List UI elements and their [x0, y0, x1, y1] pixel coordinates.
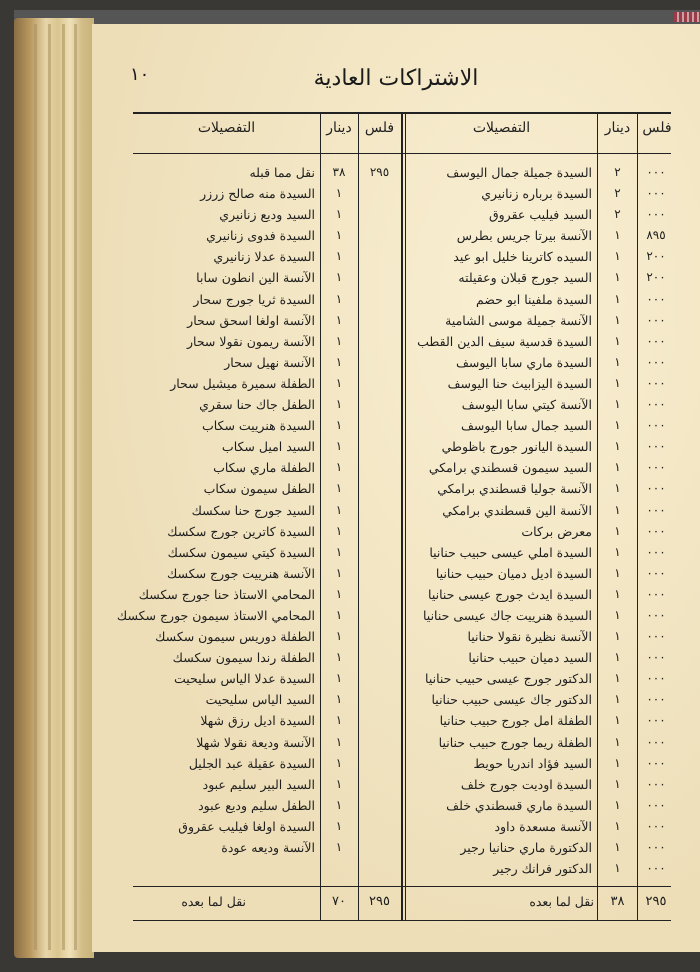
subscriber-name: السيد جمال سابا اليوسف — [460, 418, 592, 434]
subscriber-name: السيدة منه صالح زرزر — [200, 186, 315, 202]
subscriber-name: السيدة هنرييت جاك عيسى حنانيا — [422, 607, 592, 623]
dinar-amount: ١ — [335, 586, 343, 601]
subscriber-name: الآنسة نظيرة نقولا حنانيا — [467, 629, 592, 645]
subscriber-name: السيدة اولغا فيليب عقروق — [178, 818, 315, 834]
table-row — [133, 395, 401, 416]
dinar-amount: ١ — [614, 354, 621, 369]
table-row — [406, 290, 674, 311]
table-row — [406, 543, 674, 564]
table-row — [406, 163, 674, 184]
table-row — [406, 859, 674, 880]
table-row — [406, 669, 674, 690]
fils-amount: ٢٠٠ — [646, 270, 666, 285]
subscriber-name: السيدة كاترين جورج سكسك — [167, 523, 315, 539]
table-bottom-rule — [133, 920, 671, 921]
subscriber-name: المحامي الاستاذ سيمون جورج سكسك — [116, 607, 315, 623]
table-row — [406, 501, 674, 522]
fils-amount: ٠٠٠ — [646, 291, 666, 306]
dinar-amount: ١ — [614, 439, 621, 454]
fils-amount: ٠٠٠ — [646, 375, 666, 390]
table-row — [133, 796, 401, 817]
subscriber-name: السيد فؤاد اندريا حويط — [473, 755, 592, 771]
table-row — [406, 838, 674, 859]
dinar-amount: ١ — [335, 713, 343, 728]
subscriber-name: الطفل جاك حنا سقري — [199, 397, 315, 413]
table-row — [406, 733, 674, 754]
table-row — [133, 522, 401, 543]
table-row — [133, 690, 401, 711]
subscriber-name: السيدة هنرييت سكاب — [201, 418, 315, 434]
subscriber-name: السيدة فدوى زنانيري — [206, 228, 315, 244]
dinar-amount: ١ — [614, 270, 621, 285]
dinar-amount: ١ — [335, 818, 343, 833]
binding-top-edge — [14, 10, 700, 24]
subscriber-name: السيد دميان حبيب حنانيا — [468, 650, 592, 666]
fils-amount: ٠٠٠ — [646, 439, 666, 454]
dinar-amount: ١ — [614, 333, 621, 348]
dinar-amount: ١ — [614, 249, 621, 264]
dinar-amount: ١ — [614, 544, 621, 559]
subscriber-name: السيد جورج قبلان وعقيلته — [458, 270, 592, 286]
subscriber-name: الدكتورة ماري حنانيا رجير — [460, 840, 592, 855]
dinar-amount: ١ — [335, 629, 343, 644]
fils-amount: ٠٠٠ — [646, 776, 666, 791]
subscriber-name: الآنسة نهيل سحار — [224, 354, 315, 370]
table-row — [406, 754, 674, 775]
dinar-amount: ١ — [614, 650, 621, 665]
header-fils-right: فلس — [642, 120, 672, 136]
table-row — [133, 711, 401, 732]
subscriber-name: السيدة ماري سابا اليوسف — [455, 354, 592, 370]
fils-amount: ٠٠٠ — [646, 418, 666, 433]
table-row — [133, 332, 401, 353]
table-row — [133, 838, 401, 859]
fils-amount: ٠٠٠ — [646, 207, 666, 222]
footer-dinar: ٧٠ — [332, 894, 346, 909]
subscriber-name: السيدة اليانور جورج باظوطي — [441, 439, 592, 455]
table-row — [406, 437, 674, 458]
subscriber-name: الآنسة كيتي سابا اليوسف — [461, 397, 592, 413]
dinar-amount: ١ — [614, 375, 621, 390]
dinar-amount: ١ — [335, 333, 343, 348]
subscriber-name: السيدة كيتي سيمون سكسك — [167, 544, 315, 560]
table-row — [133, 416, 401, 437]
dinar-amount: ١ — [614, 692, 621, 707]
table-row — [406, 690, 674, 711]
subscriber-name: السيدة برباره زنانيري — [481, 186, 592, 202]
dinar-amount: ١ — [335, 418, 343, 433]
subscriber-name: السيدة اديل رزق شهلا — [200, 713, 315, 729]
subscriber-name: الآنسة وديعة نقولا شهلا — [196, 734, 315, 750]
dinar-amount: ٢ — [614, 186, 621, 201]
dinar-amount: ١ — [335, 523, 343, 538]
fils-amount: ٠٠٠ — [646, 650, 666, 665]
footer-label: نقل لما بعده — [181, 894, 246, 909]
subscriber-name: الآنسة الين قسطندي برامكي — [442, 502, 592, 518]
subscriber-name: الطفلة رندا سيمون سكسك — [172, 650, 315, 666]
dinar-amount: ١ — [335, 375, 343, 390]
table-row — [133, 268, 401, 289]
table-row — [406, 395, 674, 416]
subscriber-name: السيد الياس سليحيت — [205, 692, 315, 708]
subscriber-name: الطفلة سميرة ميشيل سحار — [170, 375, 315, 391]
dinar-amount: ١ — [614, 713, 621, 728]
dinar-amount: ١ — [614, 776, 621, 791]
table-row — [406, 711, 674, 732]
fils-amount: ٠٠٠ — [646, 818, 666, 833]
table-row — [133, 205, 401, 226]
fils-amount: ٠٠٠ — [646, 692, 666, 707]
subscriber-name: السيدة عقيلة عبد الجليل — [188, 755, 315, 771]
fils-amount: ٠٠٠ — [646, 607, 666, 622]
dinar-amount: ١ — [335, 797, 343, 812]
subscriber-name: السيدة اديل دميان حبيب حنانيا — [435, 565, 592, 581]
dinar-amount: ١ — [614, 755, 621, 770]
table-row — [133, 817, 401, 838]
subscriber-name: السيدة ماري قسطندي خلف — [446, 797, 592, 813]
dinar-amount: ١ — [614, 291, 621, 306]
left-column-list — [116, 163, 401, 859]
dinar-amount: ١ — [335, 565, 343, 580]
dinar-amount: ٢ — [614, 207, 621, 222]
table-row — [406, 796, 674, 817]
table-row — [116, 606, 401, 627]
table-row — [406, 205, 674, 226]
table-row — [406, 522, 674, 543]
fils-amount: ٠٠٠ — [646, 586, 666, 601]
fils-amount: ٠٠٠ — [646, 671, 666, 686]
dinar-amount: ١ — [335, 650, 343, 665]
fils-amount: ٢٩٥ — [369, 165, 390, 179]
subscriber-name: السيد سيمون قسطندي برامكي — [428, 460, 592, 476]
subscriber-name: السيدة ملفينا ابو حضم — [475, 291, 592, 307]
fils-amount: ٨٩٥ — [646, 228, 666, 243]
page-title: الاشتراكات العادية — [313, 66, 479, 91]
dinar-amount: ١ — [614, 734, 621, 749]
table-row — [133, 585, 401, 606]
dinar-amount: ١ — [335, 671, 343, 686]
table-row — [133, 437, 401, 458]
fils-amount: ٠٠٠ — [646, 186, 666, 201]
page-strip — [34, 24, 37, 950]
dinar-amount: ١ — [335, 249, 343, 264]
dinar-amount: ١ — [335, 481, 343, 496]
dinar-amount: ١ — [614, 481, 621, 496]
table-row — [133, 754, 401, 775]
dinar-amount: ١ — [335, 734, 343, 749]
fils-amount: ٠٠٠ — [646, 861, 666, 876]
fils-amount: ٠٠٠ — [646, 460, 666, 475]
fils-amount: ٠٠٠ — [646, 502, 666, 517]
fils-amount: ٠٠٠ — [646, 481, 666, 496]
subscriber-name: الدكتور جورج عيسى حبيب حنانيا — [425, 671, 592, 687]
table-row — [406, 817, 674, 838]
table-row — [406, 479, 674, 500]
table-row — [406, 311, 674, 332]
fils-amount: ٠٠٠ — [646, 354, 666, 369]
subscriber-name: السيدة جميلة جمال اليوسف — [446, 165, 592, 180]
dinar-amount: ١ — [614, 671, 621, 686]
right-column-list — [406, 163, 674, 880]
subscriber-name: السيد جورج حنا سكسك — [191, 502, 315, 518]
dinar-amount: ١ — [614, 460, 621, 475]
subscriber-name: السيد فيليب عقروق — [488, 207, 592, 223]
dinar-amount: ١ — [335, 397, 343, 412]
dinar-amount: ٣٨ — [332, 165, 346, 179]
dinar-amount: ١ — [335, 502, 343, 517]
table-row — [133, 501, 401, 522]
dinar-amount: ١ — [614, 629, 621, 644]
subscriber-name: معرض بركات — [521, 523, 592, 539]
dinar-amount: ١ — [614, 818, 621, 833]
table-row — [406, 247, 674, 268]
subscriber-name: السيدة قدسية سيف الدين القطب — [417, 333, 592, 349]
page-number: ١٠ — [130, 64, 150, 85]
table-row — [133, 374, 401, 395]
subscriber-name: السيدة املي عيسى حبيب حنانيا — [429, 544, 592, 560]
fils-amount: ٠٠٠ — [646, 629, 666, 644]
subscriber-name: الآنسة هنرييت جورج سكسك — [167, 565, 315, 581]
subscriber-name: الدكتور فرانك رجير — [493, 861, 592, 877]
table-row — [406, 606, 674, 627]
dinar-amount: ١ — [614, 861, 621, 876]
footer-label: نقل لما بعده — [529, 894, 594, 909]
fils-amount: ٠٠٠ — [646, 165, 666, 179]
table-row — [406, 184, 674, 205]
header-details-right: التفصيلات — [472, 120, 531, 136]
table-row — [133, 648, 401, 669]
table-row — [133, 247, 401, 268]
book-page-edges — [14, 18, 94, 958]
dinar-amount: ١ — [335, 270, 343, 285]
subscriber-name: الآنسة بيرتا جريس بطرس — [456, 228, 592, 244]
table-row — [133, 627, 401, 648]
table-row — [406, 332, 674, 353]
neighbor-page-corner — [674, 12, 700, 22]
fils-amount: ٠٠٠ — [646, 565, 666, 580]
table-row — [133, 733, 401, 754]
table-row — [133, 564, 401, 585]
subscriber-name: الآنسة مسعدة داود — [494, 818, 592, 834]
dinar-amount: ١ — [335, 228, 343, 243]
footer-fils: ٢٩٥ — [369, 894, 390, 909]
table-row — [133, 479, 401, 500]
subscriber-name: السيدة ثريا جورج سحار — [193, 291, 315, 307]
subscriber-name: الآنسة جميلة موسى الشامية — [445, 312, 592, 328]
subscriber-name: السيدة اوديت جورج خلف — [460, 776, 592, 792]
subscriber-name: السيده كاترينا خليل ابو عيد — [453, 249, 592, 265]
dinar-amount: ١ — [614, 418, 621, 433]
table-row — [406, 627, 674, 648]
subscriber-name: الطفلة دوريس سيمون سكسك — [155, 629, 315, 645]
table-row — [406, 353, 674, 374]
table-row — [406, 416, 674, 437]
dinar-amount: ٢ — [614, 165, 621, 179]
subscriber-name: الآنسة ريمون نقولا سحار — [186, 333, 315, 349]
page-strip — [74, 24, 77, 950]
table-row — [406, 268, 674, 289]
dinar-amount: ١ — [614, 565, 621, 580]
subscriber-name: السيد اميل سكاب — [221, 439, 315, 455]
fils-amount: ٠٠٠ — [646, 333, 666, 348]
subscriber-name: السيدة ايدث جورج عيسى حنانيا — [428, 586, 592, 602]
subscriber-name: السيد البير سليم عبود — [202, 776, 315, 792]
fils-amount: ٠٠٠ — [646, 397, 666, 412]
subscriber-name: الطفلة ريما جورج حبيب حنانيا — [438, 734, 592, 750]
table-row — [133, 311, 401, 332]
dinar-amount: ١ — [335, 692, 343, 707]
footer-dinar: ٣٨ — [610, 894, 625, 909]
subscriber-name: الآنسة الين انطون سابا — [196, 270, 315, 286]
dinar-amount: ١ — [614, 502, 621, 517]
table-row — [133, 458, 401, 479]
dinar-amount: ١ — [614, 397, 621, 412]
subscriber-name: السيدة عدلا زنانيري — [213, 249, 315, 265]
fils-amount: ٢٠٠ — [646, 249, 666, 264]
table-row — [133, 163, 401, 184]
dinar-amount: ١ — [614, 797, 621, 812]
dinar-amount: ١ — [614, 228, 621, 243]
table-row — [133, 226, 401, 247]
dinar-amount: ١ — [335, 186, 343, 201]
table-row — [133, 290, 401, 311]
subscriber-name: الآنسة اولغا اسحق سحار — [187, 312, 315, 328]
dinar-amount: ١ — [335, 291, 343, 306]
dinar-amount: ١ — [335, 840, 343, 854]
table-row — [133, 184, 401, 205]
table-row — [406, 775, 674, 796]
fils-amount: ٠٠٠ — [646, 713, 666, 728]
table-row — [133, 669, 401, 690]
table-row — [133, 353, 401, 374]
subscriber-name: السيدة اليزابيث حنا اليوسف — [447, 375, 592, 391]
subscriber-name: السيدة عدلا الياس سليحيت — [173, 671, 315, 687]
dinar-amount: ١ — [335, 776, 343, 791]
fils-amount: ٠٠٠ — [646, 797, 666, 812]
dinar-amount: ١ — [335, 607, 343, 622]
table-row — [406, 374, 674, 395]
subscriber-name: المحامي الاستاذ حنا جورج سكسك — [138, 586, 315, 602]
fils-amount: ٠٠٠ — [646, 312, 666, 327]
subscriber-name: الطفل سليم وديع عبود — [198, 797, 315, 813]
header-fils-left: فلس — [364, 120, 395, 136]
dinar-amount: ١ — [614, 586, 621, 601]
table-row — [133, 543, 401, 564]
header-details-left: التفصيلات — [197, 120, 256, 136]
fils-amount: ٠٠٠ — [646, 544, 666, 559]
subscriber-name: الآنسة وديعه عودة — [221, 840, 315, 855]
dinar-amount: ١ — [614, 840, 621, 854]
footer-fils: ٢٩٥ — [645, 894, 667, 909]
dinar-amount: ١ — [614, 607, 621, 622]
subscriber-name: الطفلة امل جورج حبيب حنانيا — [439, 713, 592, 729]
fils-amount: ٠٠٠ — [646, 523, 666, 538]
fils-amount: ٠٠٠ — [646, 840, 666, 854]
subscriber-name: الطفل سيمون سكاب — [203, 481, 315, 497]
table-row — [406, 226, 674, 247]
dinar-amount: ١ — [614, 312, 621, 327]
dinar-amount: ١ — [335, 544, 343, 559]
column-divider — [401, 114, 403, 920]
table-row — [406, 648, 674, 669]
table-row — [406, 458, 674, 479]
dinar-amount: ١ — [335, 207, 343, 222]
header-dinar-left: دينار — [326, 120, 352, 136]
dinar-amount: ١ — [335, 354, 343, 369]
page-strip — [48, 24, 51, 950]
page-strip — [62, 24, 65, 950]
subscriber-name: الآنسة جوليا قسطندي برامكي — [437, 481, 592, 497]
subscriber-name: الطفلة ماري سكاب — [213, 460, 315, 476]
dinar-amount: ١ — [614, 523, 621, 538]
subscriber-name: السيد وديع زنانيري — [219, 207, 315, 223]
dinar-amount: ١ — [335, 439, 343, 454]
header-dinar-right: دينار — [604, 120, 631, 136]
subscriber-name: نقل مما قبله — [249, 165, 315, 180]
fils-amount: ٠٠٠ — [646, 734, 666, 749]
subscriber-name: الدكتور جاك عيسى حبيب حنانيا — [431, 692, 592, 708]
table-row — [133, 775, 401, 796]
table-row — [406, 585, 674, 606]
dinar-amount: ١ — [335, 755, 343, 770]
dinar-amount: ١ — [335, 312, 343, 327]
table-row — [406, 564, 674, 585]
fils-amount: ٠٠٠ — [646, 755, 666, 770]
dinar-amount: ١ — [335, 460, 343, 475]
